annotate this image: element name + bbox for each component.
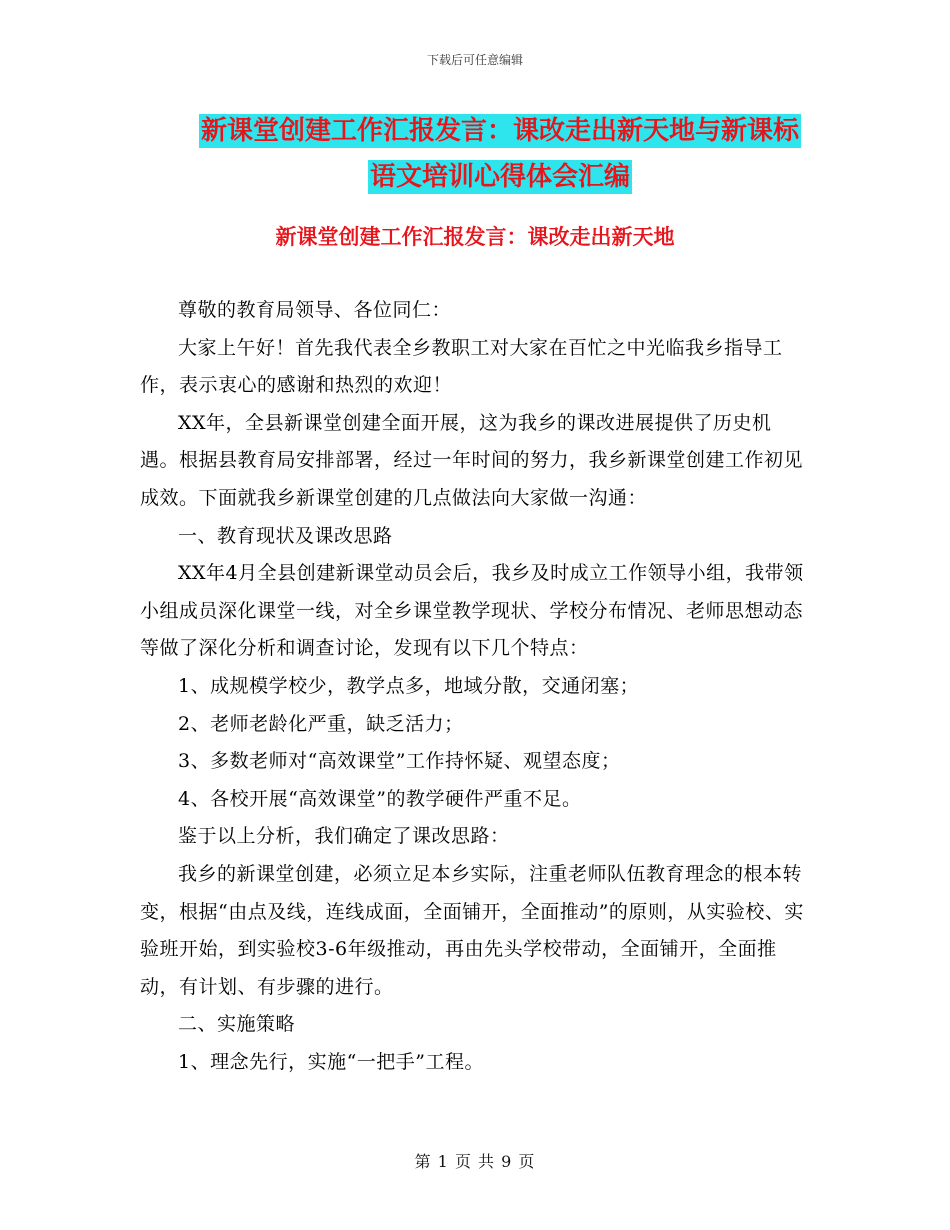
list-item: 2、老师老龄化严重，缺乏活力； bbox=[178, 712, 464, 735]
list-item: 1、成规模学校少，教学点多，地域分散，交通闭塞； bbox=[178, 674, 640, 697]
body-paragraph: 我乡的新课堂创建，必须立足本乡实际，注重老师队伍教育理念的根本转变，根据“由点及线，连线成面，全面铺开，全面推动”的原则，从实验校、实验班开始，到实验校3-6年级推动，再由先头学校带动，全面铺开，全面推动，有计划、有步骤的进行。 bbox=[140, 862, 804, 998]
body-paragraph: XX年，全县新课堂创建全面开展，这为我乡的课改进展提供了历史机遇。根据县教育局安排部署，经过一年时间的努力，我乡新课堂创建工作初见成效。下面就我乡新课堂创建的几点做法向大家做一沟通： bbox=[140, 411, 804, 509]
list-item: 4、各校开展“高效课堂”的教学硬件严重不足。 bbox=[178, 787, 582, 810]
body-paragraph: 大家上午好！首先我代表全乡教职工对大家在百忙之中光临我乡指导工作，表示衷心的感谢和热烈的欢迎！ bbox=[140, 336, 783, 397]
body-paragraph: XX年4月全县创建新课堂动员会后，我乡及时成立工作领导小组，我带领小组成员深化课堂一线，对全乡课堂教学现状、学校分布情况、老师思想动态等做了深化分析和调查讨论，发现有以下几个特点： bbox=[140, 562, 804, 660]
list-item: 3、多数老师对“高效课堂”工作持怀疑、观望态度； bbox=[178, 750, 621, 773]
document-main-title bbox=[150, 108, 850, 200]
list-item: 1、理念先行，实施“一把手”工程。 bbox=[178, 1050, 485, 1073]
body-paragraph: 鉴于以上分析，我们确定了课改思路： bbox=[178, 825, 510, 848]
main-title-line-1: 新课堂创建工作汇报发言：课改走出新天地与新课标 bbox=[200, 116, 799, 146]
page-number-footer: 第 1 页 共 9 页 bbox=[414, 1152, 536, 1171]
salutation-paragraph: 尊敬的教育局领导、各位同仁： bbox=[178, 299, 452, 321]
section-heading: 二、实施策略 bbox=[178, 1013, 296, 1036]
section-title: 新课堂创建工作汇报发言：课改走出新天地 bbox=[275, 225, 675, 249]
main-title-line-2: 语文培训心得体会汇编 bbox=[369, 162, 630, 192]
section-heading: 一、教育现状及课改思路 bbox=[178, 524, 393, 547]
page-header-note: 下载后可任意编辑 bbox=[426, 53, 523, 67]
document-body bbox=[140, 292, 810, 1081]
